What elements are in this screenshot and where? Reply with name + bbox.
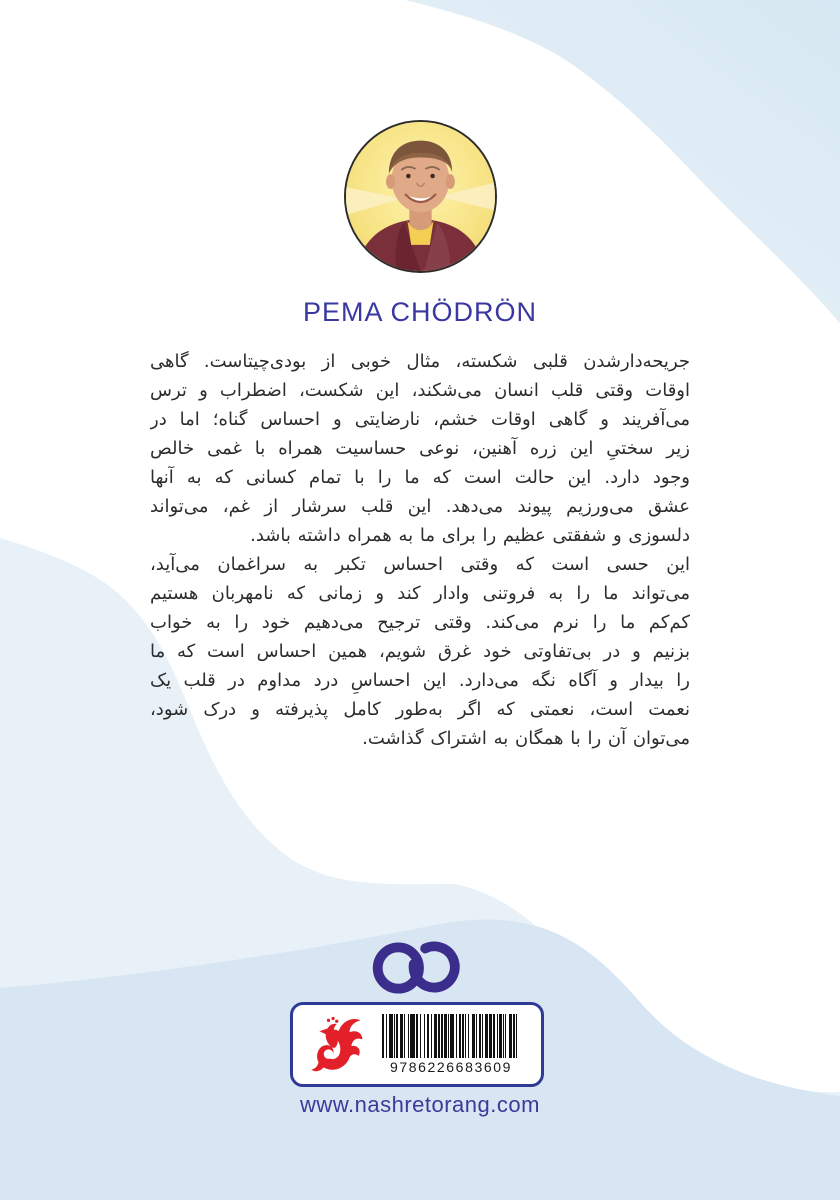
text-line: می‌تواند ما را به فروتنی وادار کند و زمانی که نامهربان هستیم (150, 583, 690, 604)
isbn-number: 9786226683609 (389, 1059, 513, 1075)
infinity-logo (366, 934, 474, 1000)
publisher-website: www.nashretorang.com (300, 1092, 540, 1117)
author-name: PEMA CHÖDRÖN (302, 297, 538, 327)
isbn-box (290, 1002, 544, 1087)
text-line: این حسی است که وقتی احساس تکبر به سراغمان می‌آید، (150, 554, 690, 575)
text-line: می‌آفریند و گاهی اوقات خشم، نارضایتی و احساس گناه؛ اما در (150, 409, 690, 430)
text-line: بزنیم و در بی‌تفاوتی خود غرق شویم، همین احساس است که ما (150, 641, 690, 662)
torang-phoenix-logo (301, 1013, 367, 1077)
text-line: وجود دارد. این حالت است که ما را با تمام کسانی که به آنها (150, 467, 690, 488)
text-line: زیر سختیِ این زره آهنین، نوعی حساسیت همراه با غمی خالص (150, 438, 690, 459)
text-line: را بیدار و آگاه نگه می‌دارد. این احساسِ درد مداوم در قلب یک (150, 670, 690, 691)
text-line: اوقات وقتی قلب انسان می‌شکند، این شکست، اضطراب و ترس (150, 380, 690, 401)
author-photo (344, 120, 497, 273)
text-line: جریحه‌دارشدن قلبی شکسته، مثال خوبی از بودی‌چیتاست. گاهی (150, 351, 690, 372)
barcode-bars (382, 1014, 520, 1058)
text-line: دلسوزی و شفقتی عظیم را برای ما به همراه داشته باشد. (250, 525, 690, 546)
text-line: عشق می‌ورزیم پیوند می‌دهد. این قلب سرشار از غم، می‌تواند (150, 496, 690, 517)
text-line: نعمت است، نعمتی که اگر به‌طور کامل پذیرفته و درک شود، (150, 699, 690, 720)
back-cover-text (150, 347, 690, 753)
barcode (371, 1014, 531, 1075)
text-line: کم‌کم ما را نرم می‌کند. وقتی ترجیح می‌دهیم خود را به خواب (150, 612, 690, 633)
text-line: می‌توان آن را با همگان به اشتراک گذاشت. (362, 728, 690, 749)
